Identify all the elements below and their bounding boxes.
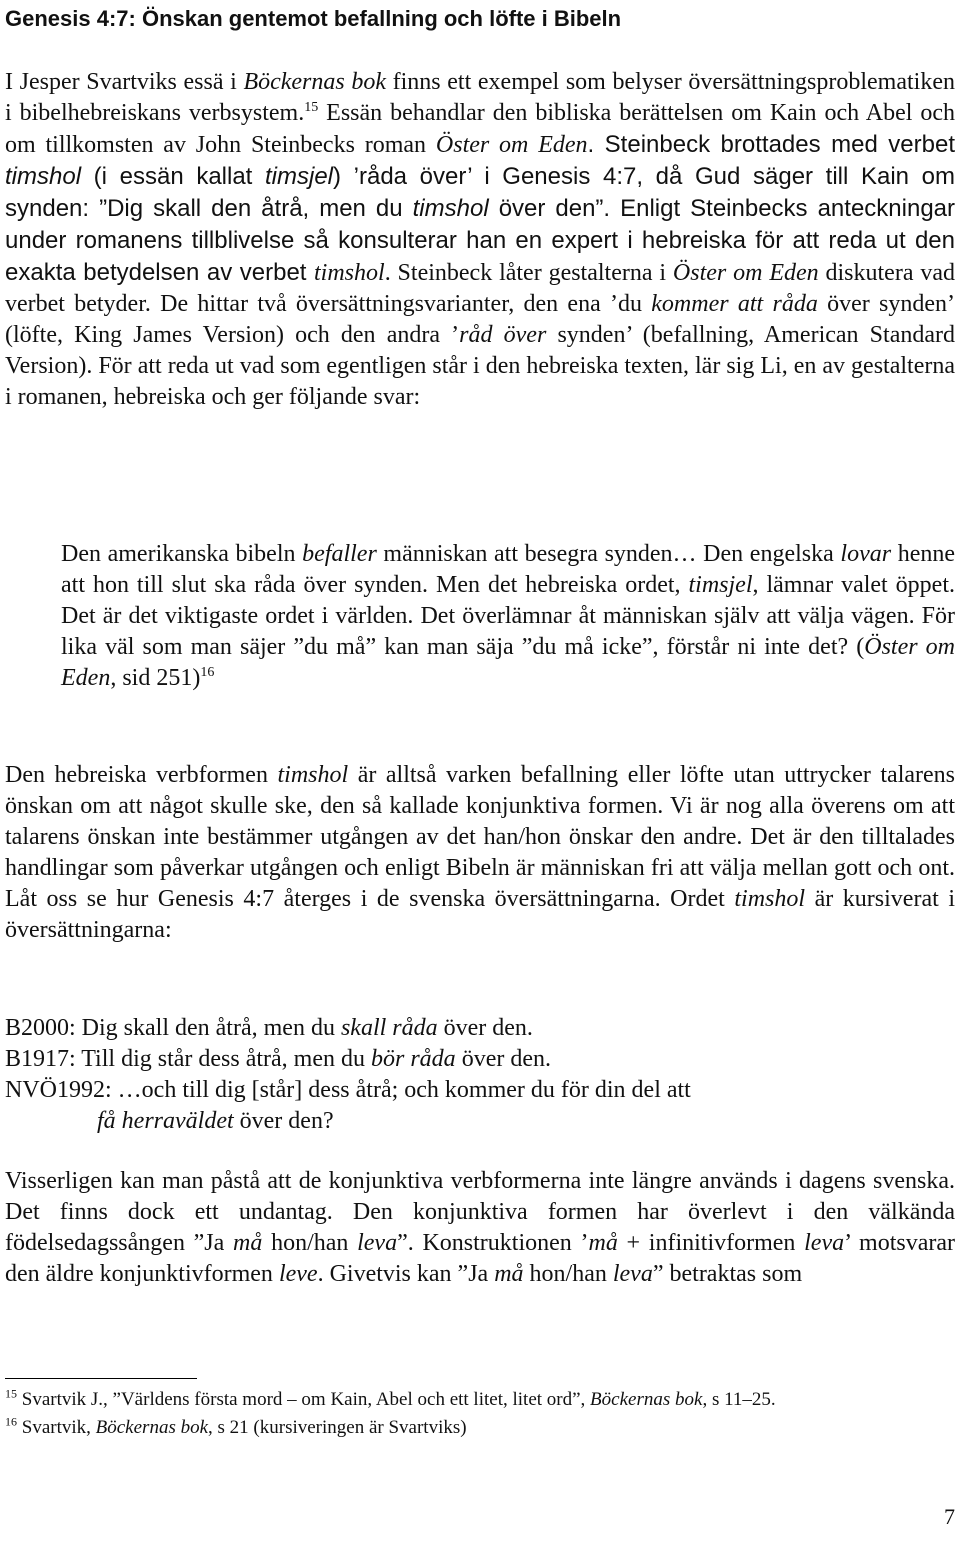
text-run: , lämnar valet öppet. Det är det viktigaste ordet i världen. Det överlämnar åt människan själv att välja vägen. För lika väl som man säjer ”du må” kan man säja ”du må icke”, förstår ni inte det? ( [61, 572, 956, 660]
block-quote [61, 539, 955, 694]
italic-run: timsjel [688, 572, 753, 598]
text-run: Svartvik, [17, 1417, 96, 1438]
italic-run: timshol [734, 886, 806, 912]
italic-run: leve [278, 1261, 318, 1287]
italic-run: timshol [314, 260, 385, 286]
italic-run: leva [804, 1230, 845, 1256]
italic-run: må [588, 1230, 618, 1256]
italic-run: Böckernas bok [243, 69, 387, 95]
text-run: hon/han [262, 1230, 358, 1256]
italic-run: leva [357, 1230, 398, 1256]
footnote-15 [5, 1386, 955, 1414]
text-run: diskutera vad verbet betyder. De hittar två översättningsvarianter, den ena ’du [5, 260, 956, 317]
text-run: + infinitivformen [617, 1230, 805, 1256]
text-run: B1917: Till dig står dess åtrå, men du [5, 1046, 371, 1072]
text-run: över den. [455, 1046, 551, 1072]
paragraph-konjunktiv [5, 1166, 955, 1290]
text-run: Svartvik J., ”Världens första mord – om Kain, Abel och ett litet, litet ord”, [17, 1389, 591, 1410]
translation-b1917 [5, 1044, 955, 1075]
italic-run: lovar [840, 541, 892, 567]
text-run: . Steinbeck låter gestalterna i [384, 260, 673, 286]
text-run: ”. Konstruktionen ’ [397, 1230, 589, 1256]
translation-b2000 [5, 1013, 955, 1044]
footnotes [5, 1386, 955, 1442]
italic-run: må [233, 1230, 263, 1256]
translation-nvo1992-continued [5, 1106, 955, 1137]
text-run: , s 21 (kursiveringen är Svartviks) [208, 1417, 467, 1438]
italic-run: Öster om Eden [435, 132, 588, 158]
text-run: Visserligen kan man påstå att de konjunktiva verbformerna inte längre används i dagens svenska. Det finns dock ett undantag. Den konjunktiva formen har överlevt i den välkända födelsedagssången ”Ja [5, 1168, 955, 1256]
text-run: synden’ (befallning, American Standard Version). För att reda ut vad som egentligen står i den hebreiska texten, lär sig Li, en av gestalterna i romanen, hebreiska och ger följande svar: [5, 322, 955, 410]
text-run: , sid 251) [110, 665, 201, 691]
text-run: I Jesper Svartviks essä i [5, 69, 244, 95]
text-run: . Givetvis kan ”Ja [317, 1261, 495, 1287]
footnote-number: 15 [5, 1386, 17, 1401]
italic-run: Böckernas bok [590, 1389, 703, 1410]
italic-run: Öster om Eden [61, 634, 955, 691]
document-page [5, 0, 955, 1545]
paragraph-verbform [5, 760, 955, 946]
text-run: ” betraktas som [652, 1261, 803, 1287]
text-run: ’ motsvarar den äldre konjunktivformen [5, 1230, 956, 1287]
italic-run: befaller [302, 541, 377, 567]
text-run: henne att hon till slut ska råda över synden. Men det hebreiska ordet, [61, 541, 956, 598]
text-run: Essän behandlar den bibliska berättelsen om Kain och Abel och om tillkomsten av John Steinbecks roman [5, 100, 956, 158]
text-run: . Steinbeck brottades med verbet [587, 131, 955, 158]
text-run: NVÖ1992: …och till dig [står] dess åtrå; och kommer du för din del att [5, 1077, 691, 1103]
italic-run: timshol [5, 163, 82, 190]
text-run: över den. [437, 1015, 533, 1041]
italic-run: Öster om Eden [672, 260, 819, 286]
text-run: är kursiverat i översättningarna: [5, 886, 955, 943]
text-run: över den”. Enligt Steinbecks anteckningar under romanens tillblivelse så konsulterar han en expert i hebreiska för att reda ut den exakta betydelsen av verbet [5, 195, 955, 286]
footnote-ref-15[interactable]: 15 [304, 100, 319, 115]
italic-run: skall råda [340, 1015, 438, 1041]
text-run: (i essän kallat [81, 163, 265, 190]
footnote-divider [5, 1378, 197, 1379]
italic-run: kommer att råda [651, 291, 818, 317]
text-run: över synden’ (löfte, King James Version) och den andra ’ [5, 291, 956, 348]
text-run: över den? [233, 1108, 334, 1134]
page-title: Genesis 4:7: Önskan gentemot befallning och löfte i Bibeln [5, 6, 622, 31]
paragraph-intro [5, 67, 955, 413]
text-run: Den amerikanska bibeln [61, 541, 303, 567]
text-run: ) ’råda över’ i Genesis 4:7, då Gud säger till Kain om synden: ”Dig skall den åtrå, men du [5, 163, 955, 222]
text-run: B2000: Dig skall den åtrå, men du [5, 1015, 341, 1041]
text-run: , s 11–25. [702, 1389, 776, 1410]
italic-run: råd över [459, 322, 547, 348]
italic-run: timshol [412, 195, 489, 222]
italic-run: timsjel [265, 163, 334, 190]
text-run: är alltså varken befallning eller löfte utan uttrycker talarens önskan om att något skulle ske, den så kallade konjunktiva formen. Vi är nog alla överens om att talarens önskan inte bestämmer utgången av det han/hon önskar den andre. Det är den tilltalades handlingar som påverkar utgången och enligt Bibeln är människan fri att välja mellan gott och ont. Låt oss se hur Genesis 4:7 återges i de svenska översättningarna. Ordet [5, 762, 956, 912]
footnote-16 [5, 1414, 955, 1442]
translation-list [5, 1013, 955, 1137]
footnote-ref-16[interactable]: 16 [200, 665, 215, 680]
text-run: finns ett exempel som belyser översättningsproblematiken i bibelhebreiskans verbsystem. [5, 69, 955, 126]
italic-run: må [494, 1261, 524, 1287]
translation-nvo1992 [5, 1075, 955, 1106]
italic-run: leva [612, 1261, 653, 1287]
text-run: Den hebreiska verbformen [5, 762, 278, 788]
page-number: 7 [944, 1504, 955, 1529]
footnote-number: 16 [5, 1414, 17, 1429]
italic-run: bör råda [371, 1046, 456, 1072]
italic-run: timshol [277, 762, 349, 788]
italic-run: Böckernas bok [95, 1417, 209, 1438]
text-run: hon/han [523, 1261, 613, 1287]
text-run: människan att besegra synden… Den engelska [376, 541, 841, 567]
italic-run: få herraväldet [97, 1108, 234, 1134]
